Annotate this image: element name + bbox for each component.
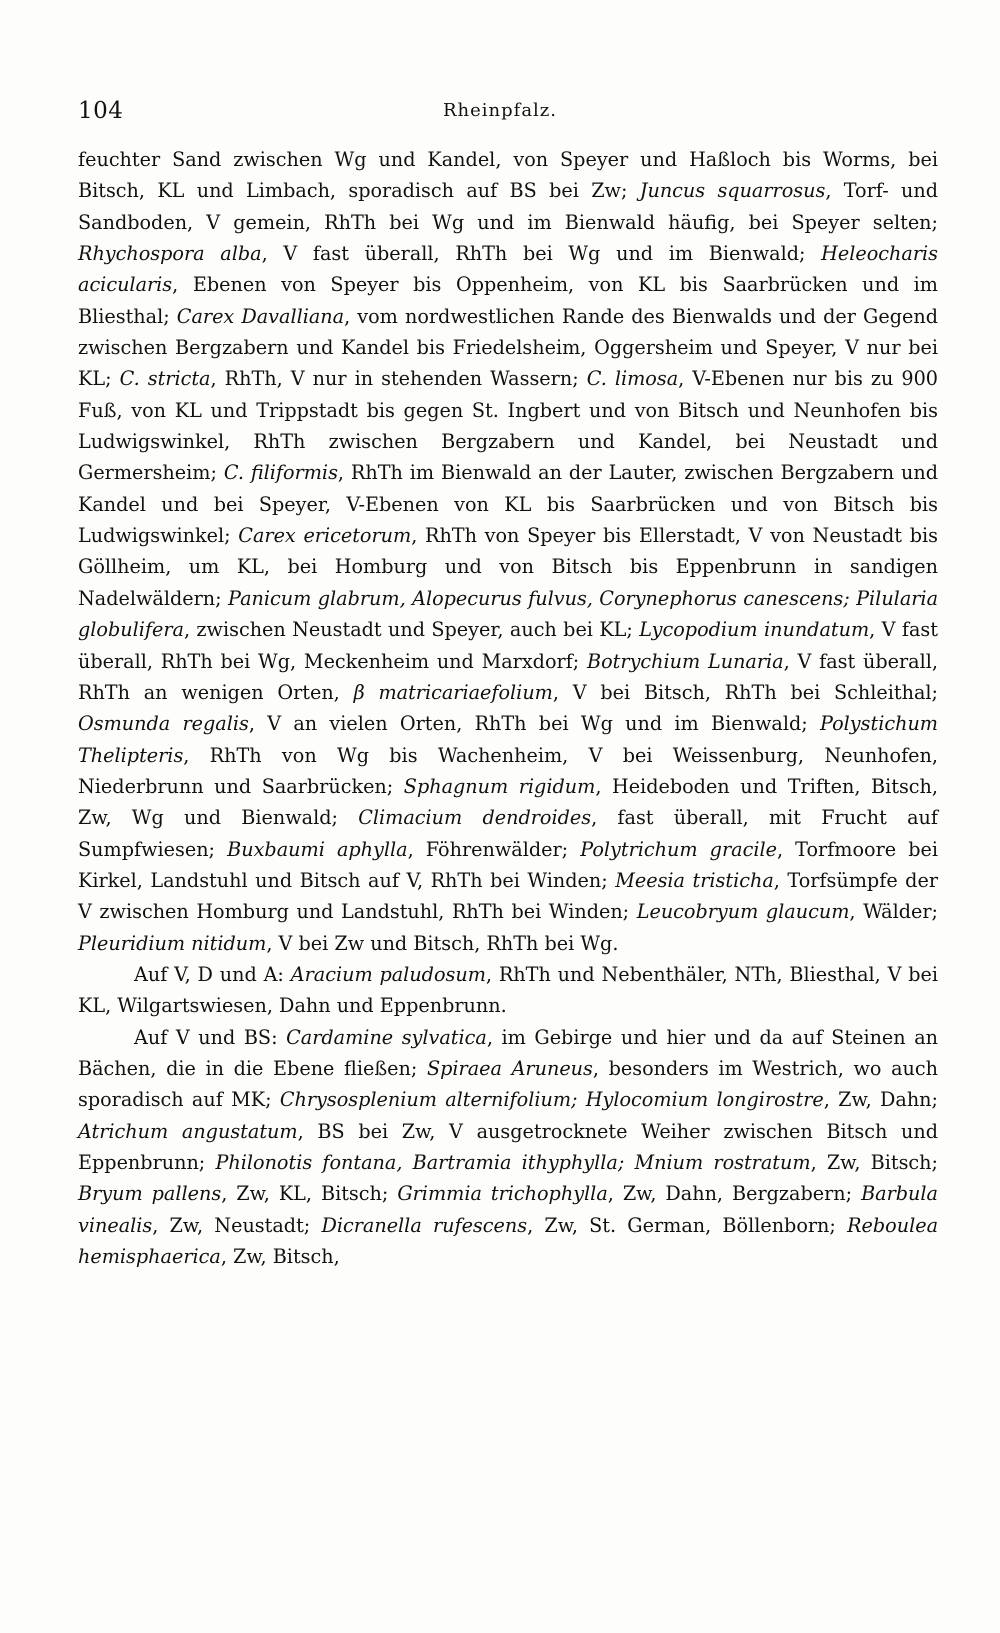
taxon-name: Aracium paludosum <box>290 962 486 986</box>
page-number: 104 <box>78 98 124 124</box>
text-run: , RhTh, V nur in stehenden Wassern; <box>210 367 587 391</box>
text-run: , Zw, Neustadt; <box>152 1213 322 1237</box>
text-run: , Wälder; <box>849 900 938 924</box>
taxon-name: Lycopodium inundatum <box>639 618 870 642</box>
page-header <box>78 98 938 132</box>
taxon-name: Leucobryum glaucum <box>636 900 850 924</box>
text-run: , V fast überall, RhTh bei Wg, Meckenheim und Marxdorf; <box>78 618 938 673</box>
taxon-name: Climacium dendroides <box>358 806 592 830</box>
taxon-name: Dicranella rufescens <box>321 1213 528 1237</box>
paragraph <box>78 1022 938 1273</box>
taxon-name: Rhychospora alba <box>78 242 262 266</box>
text-run: , Föhrenwälder; <box>407 837 581 861</box>
taxon-name: Carex Davalliana <box>176 304 345 328</box>
text-run: , BS bei Zw, V ausgetrocknete Weiher zwischen Bitsch und Eppenbrunn; <box>78 1119 938 1174</box>
text-run: , RhTh von Wg bis Wachenheim, V bei Weissenburg, Neunhofen, Niederbrunn und Saarbrücken; <box>78 743 938 798</box>
text-run: , Zw, Dahn; <box>823 1088 938 1112</box>
text-run: Auf V, D und A: <box>134 962 291 986</box>
text-run: , RhTh im Bienwald an der Lauter, zwischen Bergzabern und Kandel und bei Speyer, V-Ebenen von KL bis Saarbrücken und von Bitsch bis Ludwigswinkel; <box>78 461 939 548</box>
running-head: Rheinpfalz. <box>442 100 558 121</box>
text-run: , RhTh von Speyer bis Ellerstadt, V von Neustadt bis Göllheim, um KL, bei Homburg und von Bitsch bis Eppenbrunn in sandigen Nadelwäldern; <box>78 524 938 610</box>
text-run: , V bei Bitsch, RhTh bei Schleithal; <box>552 680 938 704</box>
text-run: , im Gebirge und hier und da auf Steinen an Bächen, die in die Ebene fließen; <box>78 1025 938 1080</box>
taxon-name: Sphagnum rigidum <box>403 774 596 798</box>
taxon-name: Osmunda regalis <box>78 712 249 736</box>
text-run: , V-Ebenen nur bis zu 900 Fuß, von KL und Trippstadt bis gegen St. Ingbert und von Bitsch und Neunhofen bis Ludwigswinkel, RhTh zwischen Bergzabern und Kandel, bei Neustadt und Germersheim; <box>78 367 938 485</box>
taxon-name: β matricariaefolium <box>353 680 553 704</box>
text-run: , Torfmoore bei Kirkel, Landstuhl und Bitsch auf V, RhTh bei Winden; <box>78 837 939 892</box>
taxon-name: Atrichum angustatum <box>78 1119 298 1143</box>
text-run: , Zw, Dahn, Bergzabern; <box>607 1182 862 1206</box>
text-run: , besonders im Westrich, wo auch sporadisch auf MK; <box>78 1056 939 1112</box>
text-run: , Zw, St. German, Böllenborn; <box>527 1213 848 1237</box>
text-run: Auf V und BS: <box>134 1025 287 1049</box>
taxon-name: Panicum glabrum, Alopecurus fulvus, Corynephorus canescens; Pilularia globulifera <box>78 586 939 642</box>
text-run: , RhTh und Nebenthäler, NTh, Bliesthal, V bei KL, Wilgartswiesen, Dahn und Eppenbrunn. <box>78 962 939 1018</box>
taxon-name: Barbula vinealis <box>78 1182 938 1237</box>
taxon-name: Polystichum Thelipteris <box>78 712 938 767</box>
taxon-name: C. filiformis <box>223 461 338 485</box>
paragraph <box>78 144 938 959</box>
taxon-name: Buxbaumi aphylla <box>227 837 408 861</box>
taxon-name: Cardamine sylvatica <box>286 1025 487 1049</box>
taxon-name: Philonotis fontana, Bartramia ithyphylla; Mnium rostratum <box>215 1151 811 1174</box>
taxon-name: Meesia tristicha <box>615 868 774 892</box>
text-run: , vom nordwestlichen Rande des Bienwalds und der Gegend zwischen Bergzabern und Kandel bis Friedelsheim, Oggersheim und Speyer, V nur bei KL; <box>78 304 938 391</box>
taxon-name: C. stricta <box>119 367 211 391</box>
paragraph <box>78 959 938 1022</box>
taxon-name: Heleocharis acicularis <box>78 242 938 297</box>
text-run: , V fast überall, RhTh bei Wg und im Bienwald; <box>261 242 822 266</box>
text-run: , zwischen Neustadt und Speyer, auch bei KL; <box>183 618 640 642</box>
taxon-name: Carex ericetorum <box>238 524 412 548</box>
taxon-name: Bryum pallens <box>78 1182 222 1206</box>
text-run: , V an vielen Orten, RhTh bei Wg und im Bienwald; <box>248 712 820 736</box>
taxon-name: Spiraea Aruneus <box>426 1056 593 1080</box>
taxon-name: Juncus squarrosus <box>639 179 826 203</box>
taxon-name: Polytrichum gracile <box>580 837 777 861</box>
taxon-name: Reboulea hemisphaerica <box>78 1213 939 1269</box>
text-run: , Heideboden und Triften, Bitsch, Zw, Wg und Bienwald; <box>78 774 938 830</box>
text-run: , Zw, Bitsch; <box>810 1151 938 1174</box>
text-run: , Zw, Bitsch, <box>220 1245 340 1269</box>
text-run: , V fast überall, RhTh an wenigen Orten, <box>78 649 938 704</box>
text-run: , Torfsümpfe der V zwischen Homburg und Landstuhl, RhTh bei Winden; <box>78 868 938 924</box>
taxon-name: Botrychium Lunaria <box>587 649 784 673</box>
text-run: , Torf- und Sandboden, V gemein, RhTh bei Wg und im Bienwald häufig, bei Speyer selten; <box>78 179 938 234</box>
text-run: , V bei Zw und Bitsch, RhTh bei Wg. <box>266 931 619 955</box>
text-run: , Zw, KL, Bitsch; <box>221 1182 398 1206</box>
taxon-name: Pleuridium nitidum <box>78 931 267 955</box>
text-run: , Ebenen von Speyer bis Oppenheim, von KL bis Saarbrücken und im Bliesthal; <box>78 273 938 328</box>
taxon-name: Grimmia trichophylla <box>397 1182 608 1206</box>
taxon-name: C. limosa <box>586 367 679 391</box>
body-text <box>78 144 938 1272</box>
taxon-name: Chrysosplenium alternifolium; Hylocomium longirostre <box>279 1088 824 1112</box>
text-run: feuchter Sand zwischen Wg und Kandel, von Speyer und Haßloch bis Worms, bei Bitsch, KL und Limbach, sporadisch auf BS bei Zw; <box>78 148 938 203</box>
text-run: , fast überall, mit Frucht auf Sumpfwiesen; <box>78 806 938 861</box>
